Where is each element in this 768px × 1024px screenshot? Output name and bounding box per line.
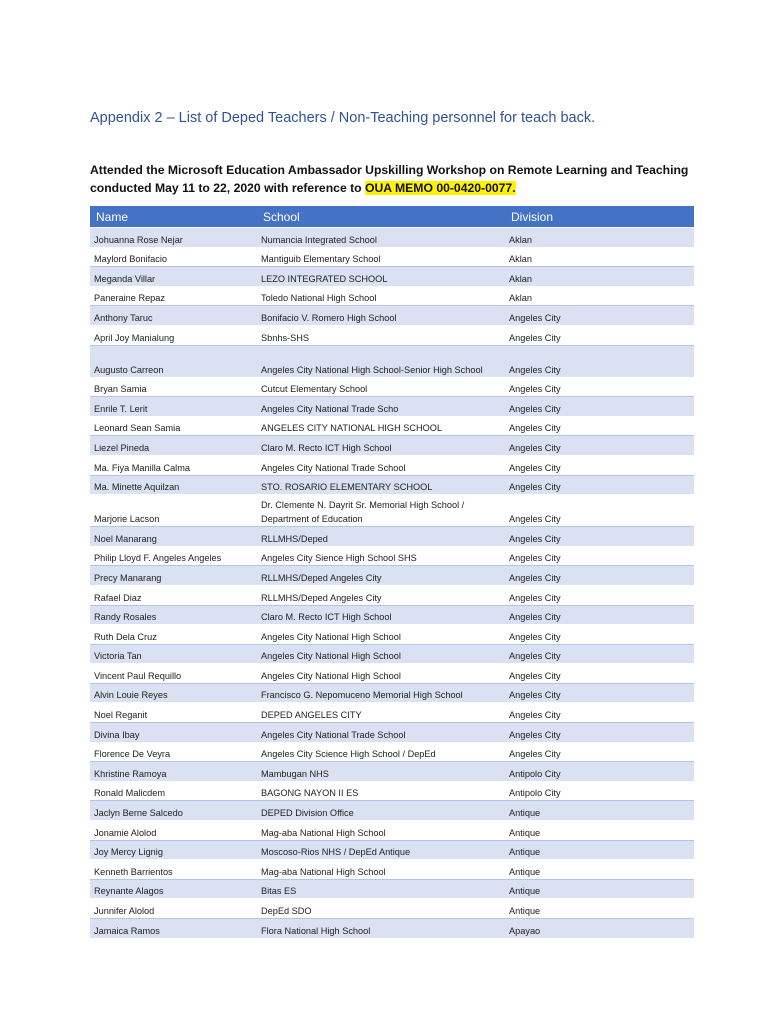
cell-division: Apayao [505, 919, 694, 939]
table-row [90, 286, 694, 306]
cell-school: Angeles City Science High School / DepEd [257, 742, 505, 762]
cell-name: Paneraine Repaz [90, 286, 257, 306]
table-row [90, 566, 694, 586]
cell-division: Angeles City [505, 436, 694, 456]
cell-division: Angeles City [505, 703, 694, 723]
cell-division: Angeles City [505, 377, 694, 397]
cell-name: April Joy Manialung [90, 325, 257, 345]
table-row [90, 605, 694, 625]
table-row [90, 397, 694, 417]
cell-division: Aklan [505, 267, 694, 287]
table-row [90, 801, 694, 821]
cell-name: Joy Mercy Lignig [90, 840, 257, 860]
cell-name: Marjorie Lacson [90, 495, 257, 527]
table-row [90, 475, 694, 495]
appendix-title: Appendix 2 – List of Deped Teachers / Non-Teaching personnel for teach back. [90, 110, 596, 126]
cell-division: Angeles City [505, 742, 694, 762]
table-row [90, 416, 694, 436]
cell-school: Toledo National High School [257, 286, 505, 306]
cell-school: LEZO INTEGRATED SCHOOL [257, 267, 505, 287]
cell-school: RLLMHS/Deped [257, 527, 505, 547]
cell-division: Angeles City [505, 495, 694, 527]
cell-school: Angeles City National High School [257, 644, 505, 664]
cell-division: Angeles City [505, 625, 694, 645]
cell-division: Angeles City [505, 664, 694, 684]
column-header-school: School [257, 206, 505, 228]
cell-name: Randy Rosales [90, 605, 257, 625]
cell-school: Mag-aba National High School [257, 860, 505, 880]
cell-name: Anthony Taruc [90, 306, 257, 326]
cell-school: STO. ROSARIO ELEMENTARY SCHOOL [257, 475, 505, 495]
cell-division: Antique [505, 879, 694, 899]
cell-school: Angeles City National High School [257, 625, 505, 645]
cell-name: Reynante Alagos [90, 879, 257, 899]
cell-division: Angeles City [505, 455, 694, 475]
cell-school: Angeles City National Trade School [257, 723, 505, 743]
table-row [90, 879, 694, 899]
column-header-division: Division [505, 206, 694, 228]
cell-school: Angeles City National High School [257, 664, 505, 684]
cell-name: Khristine Ramoya [90, 762, 257, 782]
table-row [90, 703, 694, 723]
cell-name: Jamaica Ramos [90, 919, 257, 939]
cell-school: Numancia Integrated School [257, 228, 505, 248]
table-row [90, 762, 694, 782]
cell-school: Flora National High School [257, 919, 505, 939]
cell-division: Antique [505, 899, 694, 919]
intro-paragraph [90, 161, 690, 197]
table-row [90, 840, 694, 860]
cell-school: Angeles City National High School-Senior High School [257, 345, 505, 377]
cell-name: Noel Reganit [90, 703, 257, 723]
cell-division: Antique [505, 840, 694, 860]
cell-school: Mantiguib Elementary School [257, 247, 505, 267]
cell-division: Aklan [505, 286, 694, 306]
table-row [90, 377, 694, 397]
cell-name: Precy Manarang [90, 566, 257, 586]
cell-school: Claro M. Recto ICT High School [257, 436, 505, 456]
table-row [90, 546, 694, 566]
cell-name: Enrile T. Lerit [90, 397, 257, 417]
cell-division: Angeles City [505, 546, 694, 566]
cell-division: Angeles City [505, 527, 694, 547]
cell-name: Divina Ibay [90, 723, 257, 743]
cell-division: Angeles City [505, 723, 694, 743]
table-row [90, 345, 694, 377]
table-row [90, 742, 694, 762]
cell-name: Meganda Villar [90, 267, 257, 287]
cell-school: BAGONG NAYON II ES [257, 781, 505, 801]
cell-school: Angeles City Sience High School SHS [257, 546, 505, 566]
table-row [90, 247, 694, 267]
cell-name: Jaclyn Berne Salcedo [90, 801, 257, 821]
memo-reference-highlight: OUA MEMO 00-0420-0077. [365, 181, 516, 195]
table-row [90, 455, 694, 475]
table-header-row [90, 206, 694, 228]
table-row [90, 585, 694, 605]
table-row [90, 228, 694, 248]
cell-school: Angeles City National Trade Scho [257, 397, 505, 417]
cell-school: DepEd SDO [257, 899, 505, 919]
table-row [90, 436, 694, 456]
table-row [90, 899, 694, 919]
table-row [90, 644, 694, 664]
table-row [90, 625, 694, 645]
cell-division: Antique [505, 801, 694, 821]
cell-name: Bryan Samia [90, 377, 257, 397]
cell-school: Claro M. Recto ICT High School [257, 605, 505, 625]
cell-name: Vincent Paul Requillo [90, 664, 257, 684]
cell-name: Augusto Carreon [90, 345, 257, 377]
cell-school: DEPED Division Office [257, 801, 505, 821]
cell-name: Ma. Minette Aquilzan [90, 475, 257, 495]
cell-division: Angeles City [505, 306, 694, 326]
table-row [90, 495, 694, 527]
cell-name: Ronald Malicdem [90, 781, 257, 801]
cell-division: Aklan [505, 228, 694, 248]
cell-division: Angeles City [505, 683, 694, 703]
cell-division: Angeles City [505, 475, 694, 495]
cell-division: Angeles City [505, 416, 694, 436]
cell-school: Mambugan NHS [257, 762, 505, 782]
table-row [90, 664, 694, 684]
cell-division: Angeles City [505, 585, 694, 605]
cell-school: Dr. Clemente N. Dayrit Sr. Memorial High School / Department of Education [257, 495, 505, 527]
table-row [90, 683, 694, 703]
cell-division: Angeles City [505, 644, 694, 664]
cell-name: Junnifer Alolod [90, 899, 257, 919]
cell-name: Philip Lloyd F. Angeles Angeles [90, 546, 257, 566]
cell-division: Antique [505, 860, 694, 880]
cell-school: Francisco G. Nepomuceno Memorial High School [257, 683, 505, 703]
cell-name: Ruth Dela Cruz [90, 625, 257, 645]
personnel-table [90, 206, 694, 939]
cell-name: Kenneth Barrientos [90, 860, 257, 880]
cell-school: Bitas ES [257, 879, 505, 899]
cell-name: Leonard Sean Samia [90, 416, 257, 436]
cell-name: Noel Manarang [90, 527, 257, 547]
cell-name: Rafael Diaz [90, 585, 257, 605]
cell-division: Angeles City [505, 325, 694, 345]
table-row [90, 723, 694, 743]
cell-division: Antipolo City [505, 762, 694, 782]
cell-name: Ma. Fiya Manilla Calma [90, 455, 257, 475]
table-row [90, 527, 694, 547]
cell-school: DEPED ANGELES CITY [257, 703, 505, 723]
cell-division: Aklan [505, 247, 694, 267]
cell-division: Antique [505, 821, 694, 841]
intro-text: Attended the Microsoft Education Ambassador Upskilling Workshop on Remote Learning and Teaching conducted May 11 to 22, 2020 with reference to [90, 163, 689, 195]
cell-name: Alvin Louie Reyes [90, 683, 257, 703]
cell-division: Angeles City [505, 605, 694, 625]
cell-school: ANGELES CITY NATIONAL HIGH SCHOOL [257, 416, 505, 436]
cell-school: RLLMHS/Deped Angeles City [257, 566, 505, 586]
cell-name: Liezel Pineda [90, 436, 257, 456]
table-row [90, 781, 694, 801]
cell-school: RLLMHS/Deped Angeles City [257, 585, 505, 605]
cell-division: Angeles City [505, 397, 694, 417]
table-row [90, 860, 694, 880]
cell-school: Bonifacio V. Romero High School [257, 306, 505, 326]
table-row [90, 267, 694, 287]
cell-division: Angeles City [505, 566, 694, 586]
cell-school: Sbnhs-SHS [257, 325, 505, 345]
cell-name: Johuanna Rose Nejar [90, 228, 257, 248]
cell-school: Mag-aba National High School [257, 821, 505, 841]
cell-name: Jonamie Alolod [90, 821, 257, 841]
column-header-name: Name [90, 206, 257, 228]
cell-school: Cutcut Elementary School [257, 377, 505, 397]
cell-division: Angeles City [505, 345, 694, 377]
cell-division: Antipolo City [505, 781, 694, 801]
table-row [90, 821, 694, 841]
cell-name: Maylord Bonifacio [90, 247, 257, 267]
cell-school: Angeles City National Trade School [257, 455, 505, 475]
cell-school: Moscoso-Rios NHS / DepEd Antique [257, 840, 505, 860]
cell-name: Florence De Veyra [90, 742, 257, 762]
table-body [90, 228, 694, 939]
table-row [90, 306, 694, 326]
table-row [90, 919, 694, 939]
cell-name: Victoria Tan [90, 644, 257, 664]
table-row [90, 325, 694, 345]
